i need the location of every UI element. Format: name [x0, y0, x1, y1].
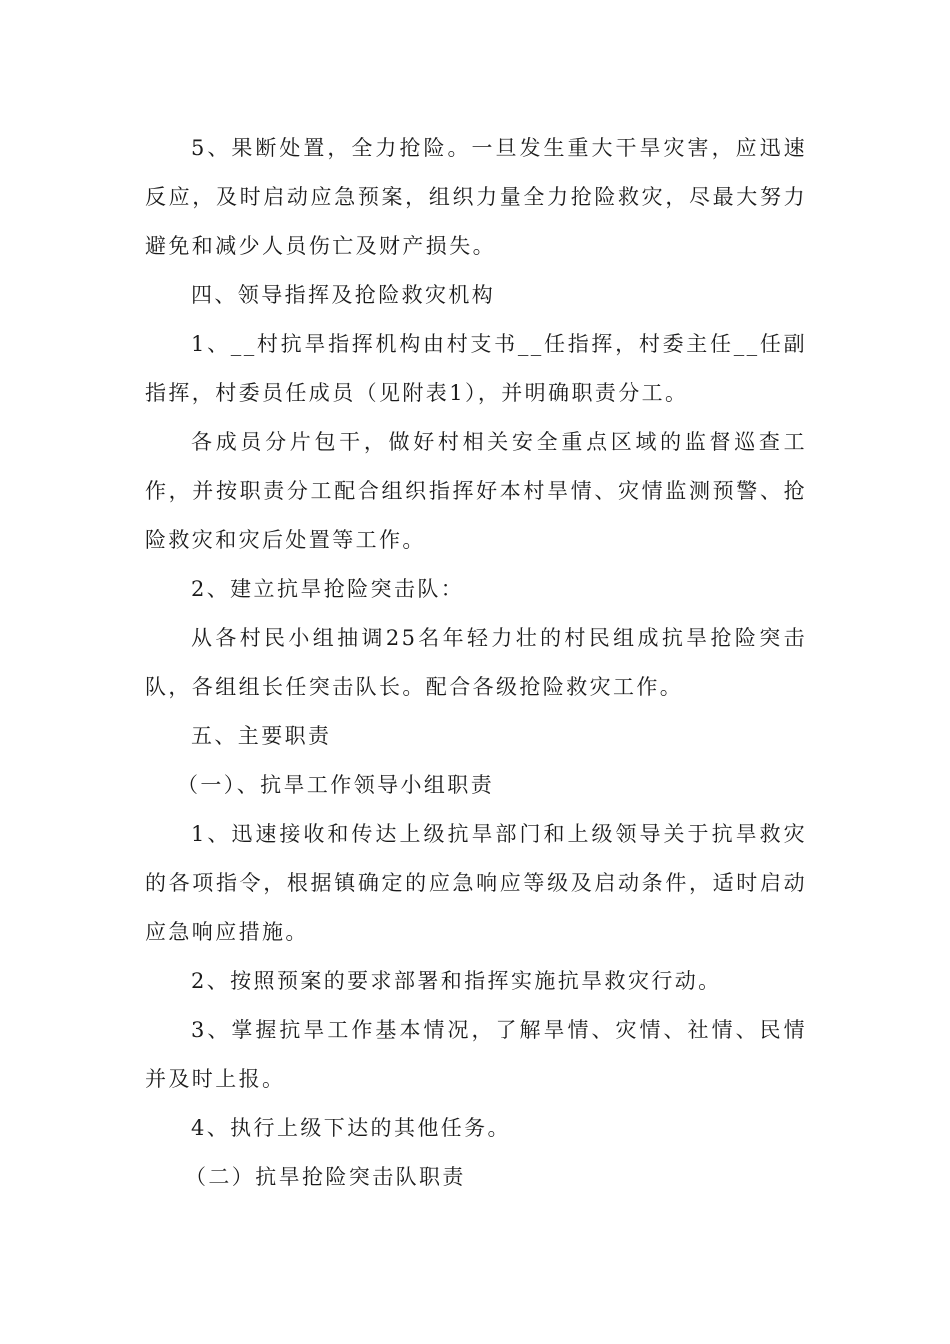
paragraph-duty-3: 3、掌握抗旱工作基本情况，了解旱情、灾情、社情、民情并及时上报。: [145, 1018, 807, 1091]
subsection-heading-assault-team: （二）抗旱抢险突击队职责: [185, 1165, 466, 1189]
section-heading-4-leadership: 四、领导指挥及抢险救灾机构: [191, 283, 496, 307]
paragraph-duty-4: 4、执行上级下达的其他任务。: [191, 1116, 511, 1140]
paragraph-duty-1: 1、迅速接收和传达上级抗旱部门和上级领导关于抗旱救灾的各项指令，根据镇确定的应急响应等级及启动条件，适时启动应急响应措施。: [145, 822, 807, 944]
subsection-heading-leadership-group: （一）、抗旱工作领导小组职责: [177, 773, 495, 797]
paragraph-item-5-decisive-action: 5、果断处置，全力抢险。一旦发生重大干旱灾害，应迅速反应，及时启动应急预案，组织力量全力抢险救灾，尽最大努力避免和减少人员伤亡及财产损失。: [145, 136, 807, 258]
paragraph-duty-2: 2、按照预案的要求部署和指挥实施抗旱救灾行动。: [191, 969, 722, 993]
paragraph-command-structure: 1、__村抗旱指挥机构由村支书__任指挥，村委主任__任副指挥，村委员任成员（见附表1），并明确职责分工。: [145, 332, 807, 405]
paragraph-member-duties: 各成员分片包干，做好村相关安全重点区域的监督巡查工作，并按职责分工配合组织指挥好本村旱情、灾情监测预警、抢险救灾和灾后处置等工作。: [145, 430, 807, 552]
paragraph-assault-team-composition: 从各村民小组抽调25名年轻力壮的村民组成抗旱抢险突击队，各组组长任突击队长。配合各级抢险救灾工作。: [145, 626, 807, 699]
paragraph-assault-team-title: 2、建立抗旱抢险突击队：: [191, 577, 465, 601]
document-body: [145, 124, 807, 1202]
section-heading-5-main-duties: 五、主要职责: [191, 724, 332, 748]
